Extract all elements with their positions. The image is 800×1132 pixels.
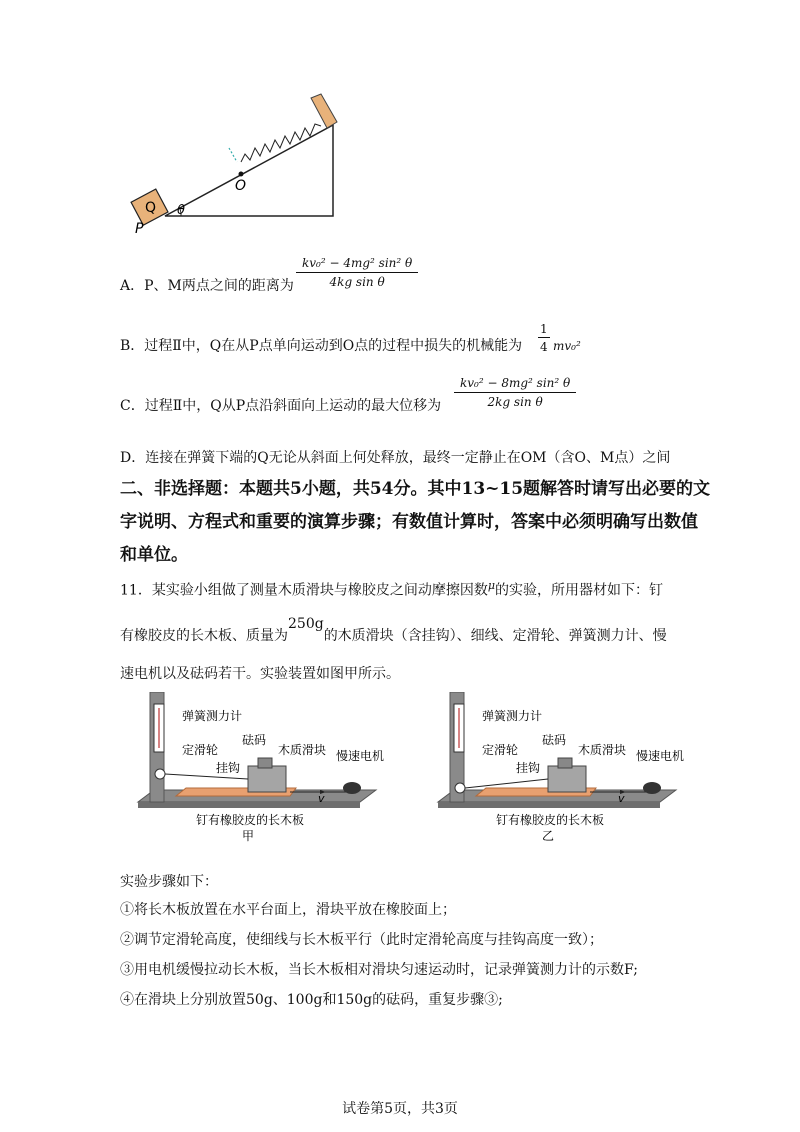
- option-c-denominator: 2kg sin θ: [487, 395, 543, 409]
- q11-line2: [120, 616, 667, 646]
- label-weight: 砝码: [242, 733, 267, 747]
- q11-line2b: 的木质滑块（含挂钩）、细线、定滑轮、弹簧测力计、慢: [323, 628, 667, 644]
- option-c-fraction: [454, 376, 576, 409]
- q11-line1b: 的实验，所用器材如下：钉: [494, 582, 663, 599]
- label-spring-scale: 弹簧测力计: [482, 709, 543, 723]
- label-spring-scale: 弹簧测力计: [182, 709, 243, 723]
- table-edge: [438, 802, 660, 808]
- step-2: ②调节定滑轮高度，使细线与长木板平行（此时定滑轮高度与挂钩高度一致）；: [120, 932, 603, 948]
- incline-triangle: [165, 125, 333, 216]
- label-block: 木质滑块: [278, 743, 327, 757]
- weight-icon: [558, 758, 572, 768]
- option-a-fraction: [296, 256, 418, 289]
- wood-block: [248, 766, 286, 792]
- step-3: ③用电机缓慢拉动长木板，当长木板相对滑块匀速运动时，记录弹簧测力计的示数F;: [120, 962, 638, 978]
- caption-right: 乙: [542, 829, 555, 842]
- motor-icon: [643, 782, 661, 794]
- label-hook: 挂钩: [216, 761, 241, 775]
- label-pulley: 定滑轮: [482, 743, 519, 757]
- step-1: ①将长木板放置在水平台面上，滑块平放在橡胶面上；: [120, 902, 456, 918]
- label-pulley: 定滑轮: [182, 743, 219, 757]
- option-b-denominator: 4: [540, 340, 548, 354]
- section2-line1: 二、非选择题：本题共5小题，共54分。其中13~15题解答时请写出必要的文: [120, 479, 711, 499]
- label-block: 木质滑块: [578, 743, 627, 757]
- wall-plate: [311, 94, 337, 128]
- section2-line3: 和单位。: [120, 545, 188, 565]
- steps-title: 实验步骤如下：: [120, 874, 218, 890]
- label-weight: 砝码: [542, 733, 567, 747]
- caption-left: 甲: [242, 829, 255, 842]
- label-theta: θ: [177, 203, 185, 218]
- dashed-mark: [229, 148, 237, 162]
- label-board: 钉有橡胶皮的长木板: [496, 813, 605, 827]
- label-q: Q: [145, 200, 157, 216]
- apparatus-right: [430, 692, 690, 842]
- label-v: v: [618, 792, 625, 805]
- label-motor: 慢速电机: [636, 749, 685, 763]
- option-a-numerator: kv₀² − 4mg² sin² θ: [296, 256, 418, 273]
- q11-line1: [120, 576, 663, 601]
- option-a-denominator: 4kg sin θ: [329, 275, 385, 289]
- q11-line3: 速电机以及砝码若干。实验装置如图甲所示。: [120, 666, 400, 682]
- option-b-numerator: 1: [540, 322, 548, 336]
- apparatus-left: [130, 692, 390, 842]
- option-c-numerator: kv₀² − 8mg² sin² θ: [454, 376, 576, 393]
- q11-mass: 250g: [288, 616, 324, 632]
- option-a: A．P、M两点之间的距离为: [120, 278, 294, 294]
- table-edge: [138, 802, 360, 808]
- label-motor: 慢速电机: [336, 749, 385, 763]
- label-p: P: [135, 221, 144, 237]
- option-b-tail: mv₀²: [553, 339, 581, 353]
- section2-line2: 字说明、方程式和重要的演算步骤；有数值计算时，答案中必须明确写出数值: [120, 512, 698, 532]
- option-b-fraction: [538, 322, 550, 354]
- label-v: v: [318, 792, 325, 805]
- option-b: B．过程Ⅱ中，Q在从P点单向运动到O点的过程中损失的机械能为: [120, 338, 523, 354]
- string-line: [465, 779, 548, 788]
- label-o: O: [235, 178, 247, 194]
- label-board: 钉有橡胶皮的长木板: [196, 813, 305, 827]
- pulley-icon: [155, 769, 165, 779]
- incline-figure: [125, 90, 355, 240]
- pulley-icon: [455, 783, 465, 793]
- q11-mu: μ: [487, 579, 495, 592]
- page-footer: 试卷第5页，共3页: [342, 1101, 458, 1117]
- weight-icon: [258, 758, 272, 768]
- option-c: C．过程Ⅱ中，Q从P点沿斜面向上运动的最大位移为: [120, 398, 442, 414]
- option-d: D．连接在弹簧下端的Q无论从斜面上何处释放，最终一定静止在OM（含O、M点）之间: [120, 450, 671, 466]
- point-o: [239, 172, 244, 177]
- motor-icon: [343, 782, 361, 794]
- wood-block: [548, 766, 586, 792]
- spring-icon: [241, 124, 321, 162]
- label-hook: 挂钩: [516, 761, 541, 775]
- q11-line1a: 11．某实验小组做了测量木质滑块与橡胶皮之间动摩擦因数: [120, 582, 488, 599]
- q11-line2a: 有橡胶皮的长木板、质量为: [120, 628, 288, 644]
- step-4: ④在滑块上分别放置50g、100g和150g的砝码，重复步骤③;: [120, 992, 503, 1008]
